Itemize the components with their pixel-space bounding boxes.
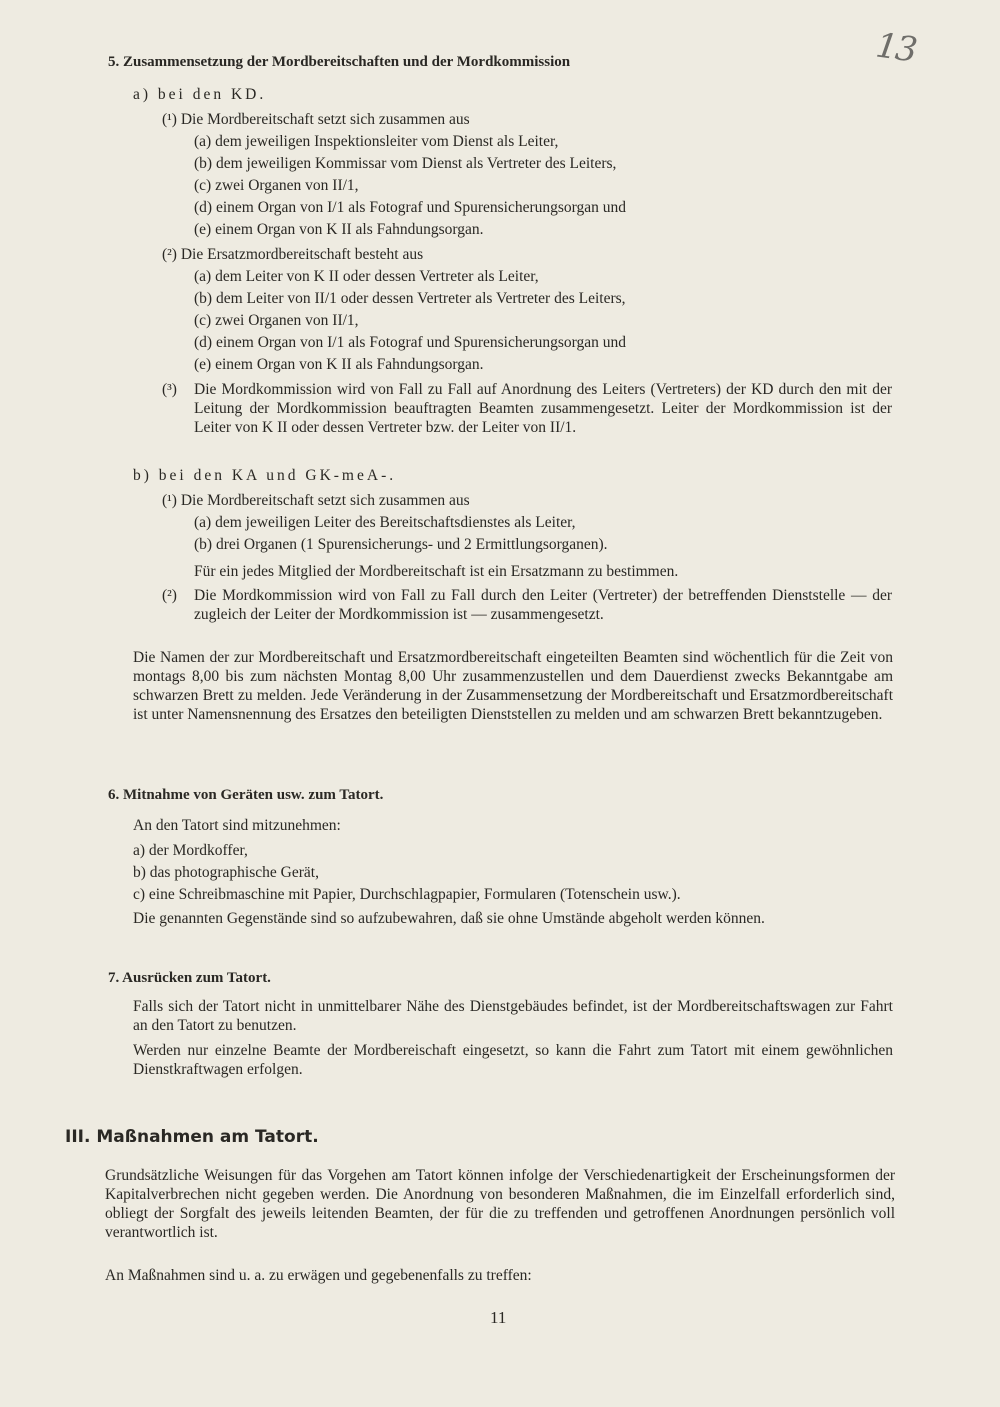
- a2-item: (b) dem Leiter von II/1 oder dessen Vertreter als Vertreter des Leiters,: [194, 290, 626, 307]
- subsection-b-heading: b) bei den KA und GK-meA-.: [133, 467, 397, 484]
- section-6-item: a) der Mordkoffer,: [133, 842, 248, 859]
- a1-item: (d) einem Organ von I/1 als Fotograf und Spurensicherungsorgan und: [194, 199, 627, 216]
- handwritten-page-mark: 13: [873, 25, 918, 71]
- b1-note: Für ein jedes Mitglied der Mordbereitschaft ist ein Ersatzmann zu bestimmen.: [194, 563, 679, 580]
- section-7-title: 7. Ausrücken zum Tatort.: [108, 970, 271, 986]
- section-6-note: Die genannten Gegenstände sind so aufzubewahren, daß sie ohne Umstände abgeholt werden können.: [133, 910, 765, 927]
- section-5-title: 5. Zusammensetzung der Mordbereitschaften und der Mordkommission: [108, 54, 571, 70]
- b1-item: (a) dem jeweiligen Leiter des Bereitschaftsdienstes als Leiter,: [194, 514, 576, 531]
- section-III-title: III. Maßnahmen am Tatort.: [65, 1127, 319, 1147]
- a3-number: (³): [162, 381, 177, 398]
- section-6-item: c) eine Schreibmaschine mit Papier, Durchschlagpapier, Formularen (Totenschein usw.).: [133, 886, 681, 903]
- b2-number: (²): [162, 587, 177, 604]
- a1-item: (c) zwei Organen von II/1,: [194, 177, 359, 194]
- a2-item: (c) zwei Organen von II/1,: [194, 312, 359, 329]
- section-6-intro: An den Tatort sind mitzunehmen:: [133, 817, 341, 834]
- a3-paragraph: [194, 380, 892, 437]
- b2-text: Die Mordkommission wird von Fall zu Fall durch den Leiter (Vertreter) der betreffenden Dienststelle — der zugleich der Leiter der Mordkommission ist — zusammengesetzt.: [194, 587, 892, 623]
- section-6-item: b) das photographische Gerät,: [133, 864, 319, 881]
- a1-item: (b) dem jeweiligen Kommissar vom Dienst als Vertreter des Leiters,: [194, 155, 617, 172]
- page-number: 11: [490, 1308, 507, 1327]
- section-III-paragraph-2: An Maßnahmen sind u. a. zu erwägen und gegebenenfalls zu treffen:: [105, 1267, 532, 1284]
- section-III-paragraph-1: Grundsätzliche Weisungen für das Vorgehen am Tatort können infolge der Verschiedenartigkeit der Erscheinungsformen der Kapitalverbrechen nicht gegeben werden. Die Anordnung von besonderen Maßnahmen, die im Einzelfall erforderlich sind, obliegt der Sorgfalt des jeweils leitenden Beamten, der für die zu treffenden und getroffenen Anordnungen persönlich voll verantwortlich ist.: [105, 1167, 895, 1241]
- section-5-closing: Die Namen der zur Mordbereitschaft und Ersatzmordbereitschaft eingeteilten Beamten sind wöchentlich für die Zeit von montags 8,00 bis zum nächsten Montag 8,00 Uhr zusammenzustellen und dem Dauerdienst zwecks Bekanntgabe am schwarzen Brett zu melden. Jede Veränderung in der Zusammensetzung der Mordbereitschaft und Ersatzmordbereitschaft ist unter Namensnennung des Ersatzes den beteiligten Dienststellen zu melden und am schwarzen Brett bekanntzugeben.: [133, 649, 893, 723]
- a2-item: (a) dem Leiter von K II oder dessen Vertreter als Leiter,: [194, 268, 539, 285]
- b1-heading: (¹) Die Mordbereitschaft setzt sich zusammen aus: [162, 492, 470, 509]
- b1-item: (b) drei Organen (1 Spurensicherungs- und 2 Ermittlungsorganen).: [194, 536, 608, 553]
- a2-heading: (²) Die Ersatzmordbereitschaft besteht aus: [162, 246, 424, 263]
- a3-text: Die Mordkommission wird von Fall zu Fall auf Anordnung des Leiters (Vertreters) der KD durch den mit der Leitung der Mordkommission beauftragten Beamten zusammengesetzt. Leiter der Mordkommission ist der Leiter von K II oder dessen Vertreter bzw. der Leiter von II/1.: [194, 381, 892, 436]
- a1-item: (a) dem jeweiligen Inspektionsleiter vom Dienst als Leiter,: [194, 133, 559, 150]
- section-7-paragraph-1: Falls sich der Tatort nicht in unmittelbarer Nähe des Dienstgebäudes befindet, ist der Mordbereitschaftswagen zur Fahrt an den Tatort zu benutzen.: [133, 998, 893, 1034]
- a2-item: (d) einem Organ von I/1 als Fotograf und Spurensicherungsorgan und: [194, 334, 627, 351]
- subsection-a-heading: a) bei den KD.: [133, 86, 267, 103]
- a1-item: (e) einem Organ von K II als Fahndungsorgan.: [194, 221, 484, 238]
- section-6-title: 6. Mitnahme von Geräten usw. zum Tatort.: [108, 787, 384, 803]
- b2-paragraph: [194, 586, 892, 624]
- a2-item: (e) einem Organ von K II als Fahndungsorgan.: [194, 356, 484, 373]
- a1-heading: (¹) Die Mordbereitschaft setzt sich zusammen aus: [162, 111, 470, 128]
- section-7-paragraph-2: Werden nur einzelne Beamte der Mordbereischaft eingesetzt, so kann die Fahrt zum Tatort mit einem gewöhnlichen Dienstkraftwagen erfolgen.: [133, 1042, 893, 1078]
